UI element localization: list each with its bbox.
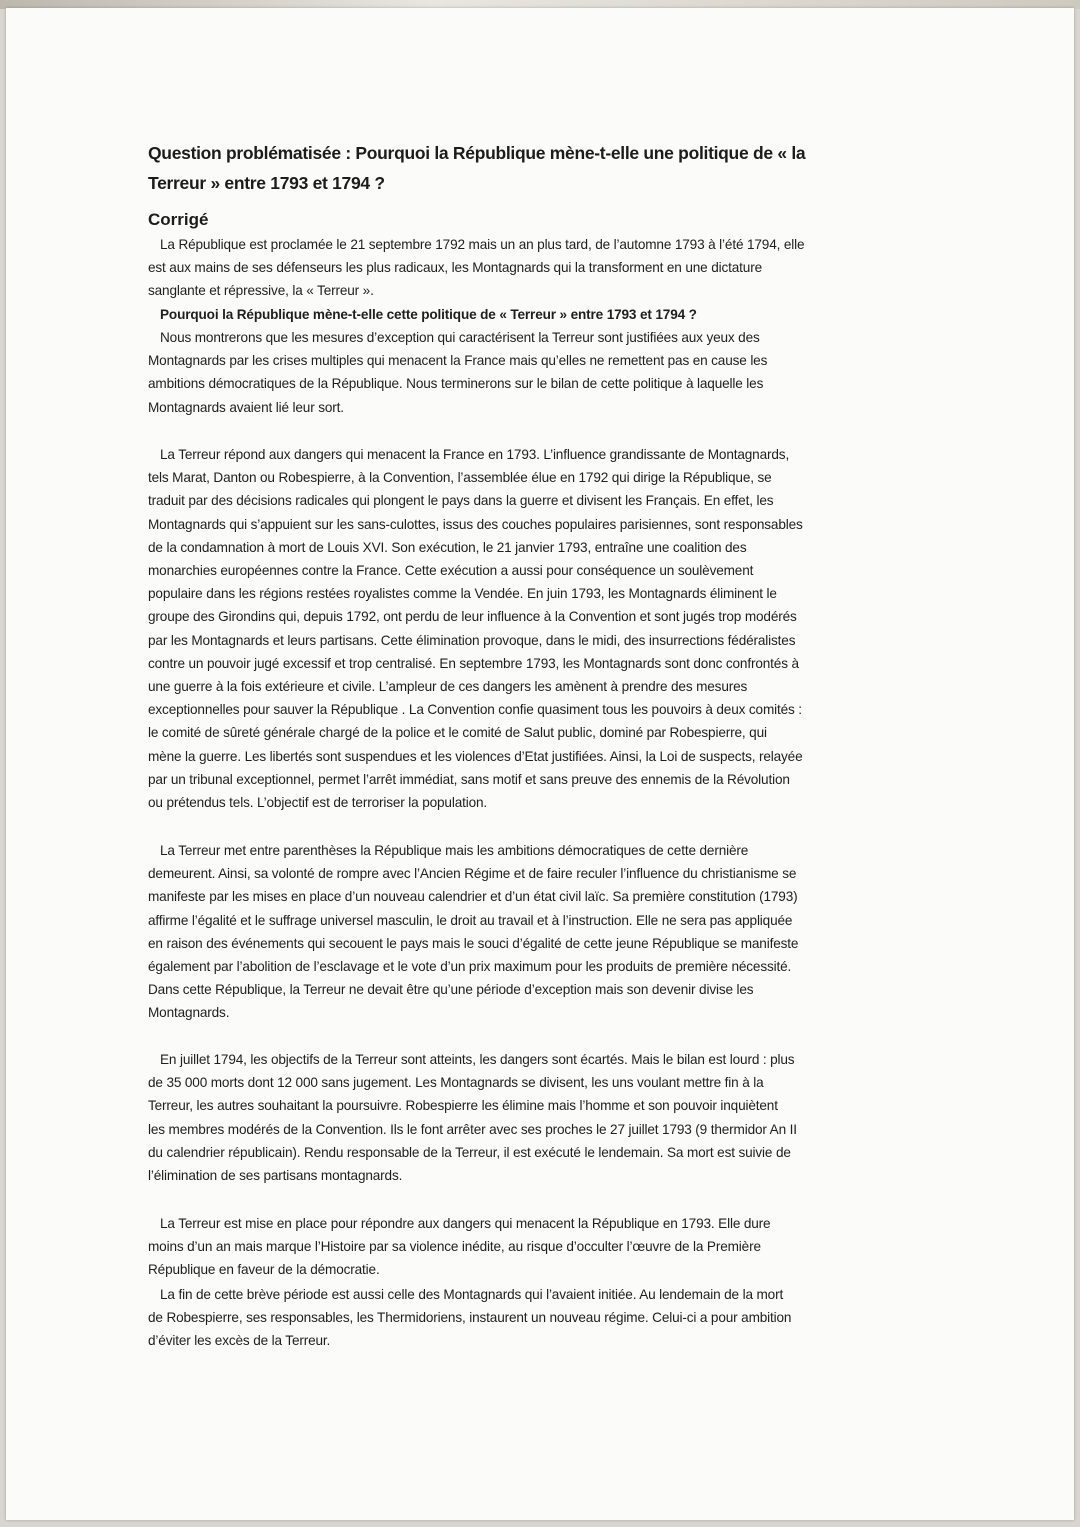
text-line: Montagnards qui s’appuient sur les sans-culottes, issus des couches populaires parisiennes, sont responsables [148, 516, 803, 532]
paragraph [148, 1283, 791, 1353]
text-line: Montagnards. [148, 1005, 230, 1021]
text-line: affirme l’égalité et le suffrage universel masculin, le droit au travail et à l’instruction. Elle ne sera pas appliquée [148, 912, 793, 928]
text-line: de la condamnation à mort de Louis XVI. Son exécution, le 21 janvier 1793, entraîne une coalition des [148, 539, 747, 555]
text-line: Terreur, les autres souhaitant la poursuivre. Robespierre les élimine mais l’homme et son pouvoir inquiètent [148, 1098, 778, 1114]
text-line: ambitions démocratiques de la République. Nous terminerons sur le bilan de cette politique à laquelle les [148, 376, 764, 392]
text-line: moins d’un an mais marque l’Histoire par sa violence inédite, au risque d’occulter l’œuvre de la Première [148, 1239, 761, 1255]
text-line: République en faveur de la démocratie. [148, 1262, 380, 1278]
text-line: une guerre à la fois extérieure et civile. L’ampleur de ces dangers les amènent à prendre des mesures [148, 679, 748, 695]
text-line: le comité de sûreté générale chargé de la police et le comité de Salut public, dominé par Robespierre, qui [148, 725, 767, 741]
text-line: La Terreur met entre parenthèses la République mais les ambitions démocratiques de cette dernière [160, 843, 749, 858]
title-line: Terreur » entre 1793 et 1794 ? [148, 173, 385, 193]
paragraph [148, 443, 803, 814]
text-line: du calendrier républicain). Rendu responsable de la Terreur, il est exécuté le lendemain. Sa mort est suivie de [148, 1144, 791, 1160]
text-line: sanglante et répressive, la « Terreur ». [148, 283, 374, 299]
problem-question [148, 303, 697, 326]
text-line: Montagnards avaient lié leur sort. [148, 399, 344, 415]
text-line: en raison des événements qui secouent le pays mais le souci d’égalité de cette jeune République se manifeste [148, 935, 799, 951]
text-line: exceptionnelles pour sauver la République . La Convention confie quasiment tous les pouvoirs à deux comités : [148, 702, 802, 718]
section-heading-corrige: Corrigé [148, 210, 209, 229]
paragraph [148, 839, 798, 1025]
text-line: La Terreur est mise en place pour répondre aux dangers qui menacent la République en 1793. Elle dure [160, 1216, 771, 1231]
text-line: Dans cette République, la Terreur ne devait être qu’une période d’exception mais son devenir divise les [148, 982, 754, 998]
text-line: également par l’abolition de l’esclavage et le vote d’un prix maximum pour les produits de première nécessité. [148, 959, 792, 975]
text-line: Pourquoi la République mène-t-elle cette politique de « Terreur » entre 1793 et 1794 ? [160, 307, 697, 322]
text-line: Montagnards par les crises multiples qui menacent la France mais qu’elles ne remettent pas en cause les [148, 353, 768, 369]
text-line: monarchies européennes contre la France. Cette exécution a aussi pour conséquence un soulèvement [148, 563, 754, 579]
paragraph [148, 233, 804, 303]
text-line: La Terreur répond aux dangers qui menacent la France en 1793. L’influence grandissante de Montagnards, [160, 447, 790, 462]
text-line: d’éviter les excès de la Terreur. [148, 1333, 331, 1349]
text-line: contre un pouvoir jugé excessif et trop centralisé. En septembre 1793, les Montagnards sont donc confrontés à [148, 655, 799, 671]
text-line: par les Montagnards et leurs partisans. Cette élimination provoque, dans le midi, des insurrections fédéralistes [148, 632, 796, 648]
text-line: mène la guerre. Les libertés sont suspendues et les violences d’Etat justifiées. Ainsi, la Loi de suspects, relayée [148, 748, 803, 764]
text-line: les membres modérés de la Convention. Ils le font arrêter avec ses proches le 27 juillet 1793 (9 thermidor An II [148, 1121, 797, 1137]
text-line: ou prétendus tels. L’objectif est de terroriser la population. [148, 795, 488, 811]
text-line: Nous montrerons que les mesures d’exception qui caractérisent la Terreur sont justifiées aux yeux des [160, 330, 760, 345]
text-line: traduit par des décisions radicales qui plongent le pays dans la guerre et divisent les Français. En effet, les [148, 493, 774, 509]
text-line: par un tribunal exceptionnel, permet l’arrêt immédiat, sans motif et sans preuve des ennemis de la Révolution [148, 771, 790, 787]
text-line: La fin de cette brève période est aussi celle des Montagnards qui l’avaient initiée. Au lendemain de la mort [160, 1287, 784, 1302]
text-line: est aux mains de ses défenseurs les plus radicaux, les Montagnards qui la transforment en une dictature [148, 260, 762, 276]
title-line: Question problématisée : Pourquoi la République mène-t-elle une politique de « la [148, 143, 806, 163]
text-line: populaire dans les régions restées royalistes comme la Vendée. En juin 1793, les Montagnards éliminent le [148, 586, 777, 602]
text-line: manifeste par les mises en place d’un nouveau calendrier et d’un état civil laïc. Sa première constitution (1793) [148, 889, 798, 905]
document-title [148, 138, 805, 198]
text-line: En juillet 1794, les objectifs de la Terreur sont atteints, les dangers sont écartés. Mais le bilan est lourd : plus [160, 1052, 795, 1067]
paragraph [148, 326, 767, 419]
text-line: demeurent. Ainsi, sa volonté de rompre avec l’Ancien Régime et de faire reculer l’influence du christianisme se [148, 866, 797, 882]
text-line: groupe des Girondins qui, depuis 1792, ont perdu de leur influence à la Convention et sont jugés trop modérés [148, 609, 797, 625]
text-line: de Robespierre, ses responsables, les Thermidoriens, instaurent un nouveau régime. Celui-ci a pour ambition [148, 1310, 792, 1326]
paragraph [148, 1212, 770, 1282]
text-line: La République est proclamée le 21 septembre 1792 mais un an plus tard, de l’automne 1793 à l’été 1794, elle [160, 237, 805, 252]
text-line: l’élimination de ses partisans montagnards. [148, 1168, 403, 1184]
text-line: tels Marat, Danton ou Robespierre, à la Convention, l’assemblée élue en 1792 qui dirige la République, se [148, 470, 772, 486]
paragraph [148, 1048, 797, 1187]
text-line: de 35 000 morts dont 12 000 sans jugement. Les Montagnards se divisent, les uns voulant mettre fin à la [148, 1075, 764, 1091]
